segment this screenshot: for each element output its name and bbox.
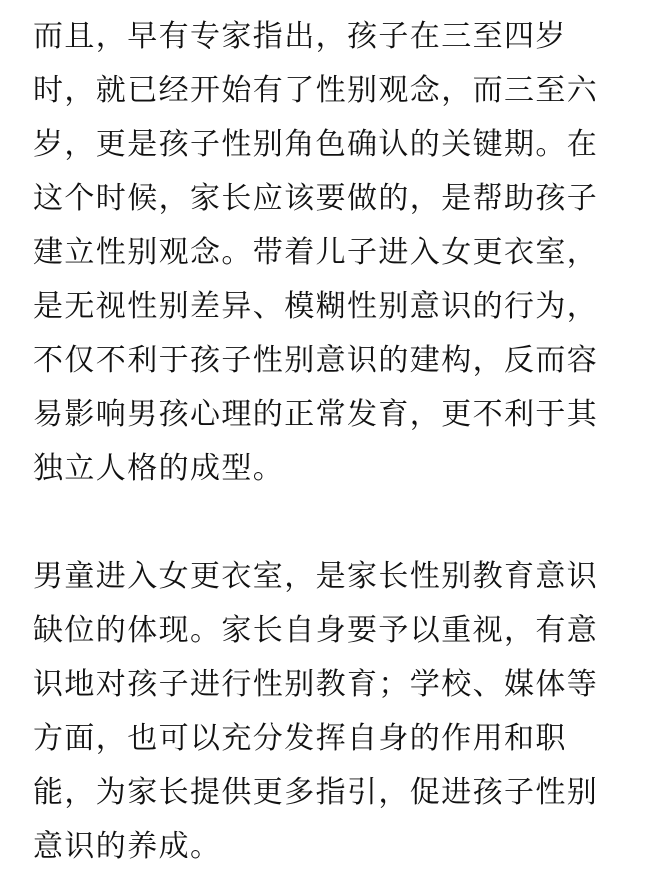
text-line: 缺位的体现。家长自身要予以重视，有意 xyxy=(33,613,599,648)
text-line: 能，为家长提供更多指引，促进孩子性别 xyxy=(33,775,599,810)
text-line: 识地对孩子进行性别教育；学校、媒体等 xyxy=(33,667,599,702)
article-body xyxy=(33,0,633,874)
paragraph-gap xyxy=(33,496,633,550)
text-line: 而且，早有专家指出，孩子在三至四岁 xyxy=(33,19,567,54)
paragraph-1 xyxy=(33,10,633,496)
text-line: 不仅不利于孩子性别意识的建构，反而容 xyxy=(33,343,599,378)
text-line: 易影响男孩心理的正常发育，更不利于其 xyxy=(33,397,599,432)
text-line: 方面，也可以充分发挥自身的作用和职 xyxy=(33,721,567,756)
text-line: 建立性别观念。带着儿子进入女更衣室， xyxy=(33,235,599,270)
text-line: 独立人格的成型。 xyxy=(33,451,285,486)
text-line: 意识的养成。 xyxy=(33,829,222,864)
text-line: 时，就已经开始有了性别观念，而三至六 xyxy=(33,73,599,108)
text-line: 岁，更是孩子性别角色确认的关键期。在 xyxy=(33,127,599,162)
text-line: 男童进入女更衣室，是家长性别教育意识 xyxy=(33,559,599,594)
paragraph-2 xyxy=(33,550,633,874)
text-line: 这个时候，家长应该要做的，是帮助孩子 xyxy=(33,181,599,216)
text-line: 是无视性别差异、模糊性别意识的行为， xyxy=(33,289,599,324)
